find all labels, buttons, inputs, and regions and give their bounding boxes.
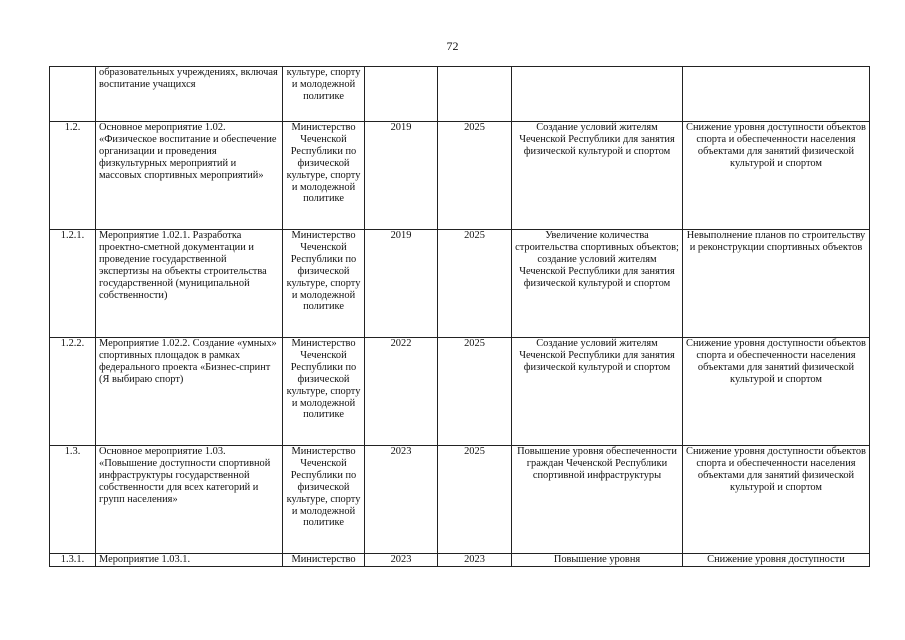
consequences: Снижение уровня доступности объектов спорта и обеспеченности населения объектами для занятий физической культурой и спортом [683,338,870,446]
consequences: Невыполнение планов по строительству и реконструкции спортивных объектов [683,230,870,338]
table-row [50,230,870,338]
row-number: 1.3.1. [50,554,96,567]
executor: Министерство Чеченской Республики по физической культуре, спорту и молодежной политике [283,338,365,446]
year-start: 2019 [365,122,438,230]
table-row [50,446,870,554]
executor: Министерство Чеченской Республики по физической культуре, спорту и молодежной политике [283,230,365,338]
row-number: 1.3. [50,446,96,554]
executor: Министерство [283,554,365,567]
expected-result: Увеличение количества строительства спортивных объектов; создание условий жителям Чеченской Республики для занятия физической культурой и спортом [512,230,683,338]
measure-name: образовательных учреждениях, включая воспитание учащихся [96,67,283,122]
page-number: 72 [446,39,459,53]
table-row [50,554,870,567]
measures-table [49,66,870,567]
expected-result [512,67,683,122]
row-number: 1.2.2. [50,338,96,446]
measure-name: Мероприятие 1.02.1. Разработка проектно-сметной документации и проведение государственной экспертизы на объекты строительства государственной (муниципальной собственности) [96,230,283,338]
year-end: 2023 [438,554,512,567]
table-row [50,67,870,122]
year-end [438,67,512,122]
measure-name: Основное мероприятие 1.03. «Повышение доступности спортивной инфраструктуры государственной собственности для всех категорий и групп населения» [96,446,283,554]
year-end: 2025 [438,122,512,230]
consequences: Снижение уровня доступности объектов спорта и обеспеченности населения объектами для занятий физической культурой и спортом [683,446,870,554]
measure-name: Основное мероприятие 1.02. «Физическое воспитание и обеспечение организации и проведения физкультурных мероприятий и массовых спортивных мероприятий» [96,122,283,230]
year-start: 2019 [365,230,438,338]
row-number: 1.2. [50,122,96,230]
consequences [683,67,870,122]
consequences: Снижение уровня доступности [683,554,870,567]
expected-result: Повышение уровня [512,554,683,567]
expected-result: Создание условий жителям Чеченской Республики для занятия физической культурой и спортом [512,338,683,446]
measure-name: Мероприятие 1.03.1. [96,554,283,567]
year-start [365,67,438,122]
year-start: 2023 [365,554,438,567]
executor: Министерство Чеченской Республики по физической культуре, спорту и молодежной политике [283,122,365,230]
expected-result: Создание условий жителям Чеченской Республики для занятия физической культурой и спортом [512,122,683,230]
year-start: 2022 [365,338,438,446]
executor: культуре, спорту и молодежной политике [283,67,365,122]
consequences: Снижение уровня доступности объектов спорта и обеспеченности населения объектами для занятий физической культурой и спортом [683,122,870,230]
row-number: 1.2.1. [50,230,96,338]
year-start: 2023 [365,446,438,554]
row-number [50,67,96,122]
year-end: 2025 [438,446,512,554]
year-end: 2025 [438,230,512,338]
table-row [50,122,870,230]
measure-name: Мероприятие 1.02.2. Создание «умных» спортивных площадок в рамках федерального проекта «Бизнес-спринт (Я выбираю спорт) [96,338,283,446]
executor: Министерство Чеченской Республики по физической культуре, спорту и молодежной политике [283,446,365,554]
table-row [50,338,870,446]
year-end: 2025 [438,338,512,446]
expected-result: Повышение уровня обеспеченности граждан Чеченской Республики спортивной инфраструктуры [512,446,683,554]
